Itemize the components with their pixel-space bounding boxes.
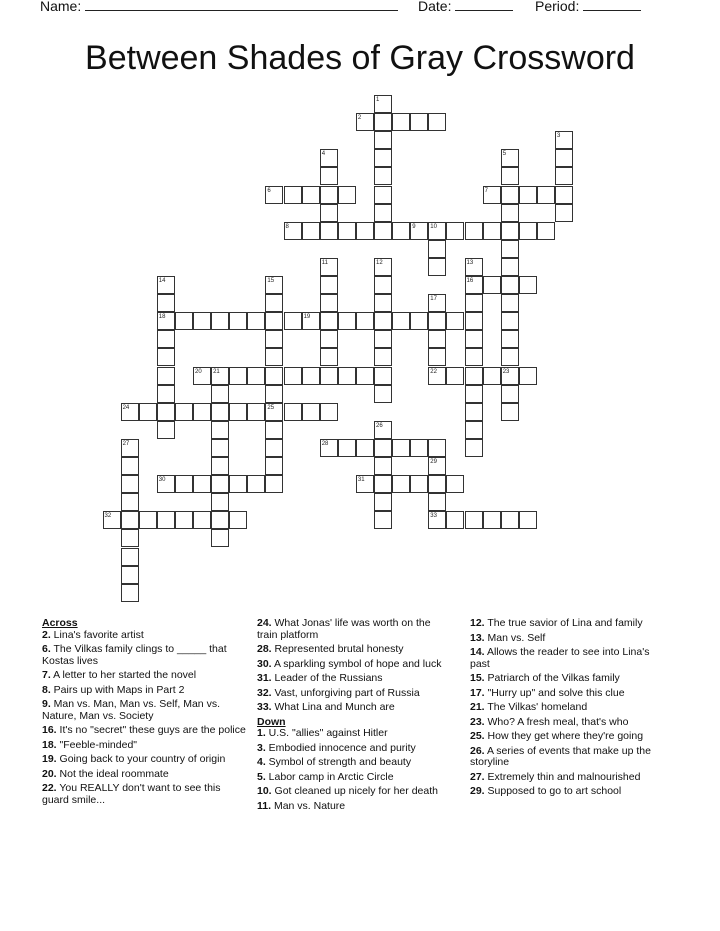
clue-number: 15.: [470, 672, 485, 684]
clue-item: [470, 618, 670, 630]
clue-number: 14.: [470, 646, 485, 658]
clue-text: Represented brutal honesty: [271, 643, 404, 655]
page-title: Between Shades of Gray Crossword: [85, 39, 635, 77]
clue-number-label: 12: [376, 259, 383, 266]
clue-number-label: 6: [267, 187, 271, 194]
clue-number: 18.: [42, 738, 57, 751]
down-clue-list: [257, 728, 452, 812]
across-heading: Across: [42, 617, 78, 629]
clue-number-label: 16: [466, 278, 474, 284]
clue-text: How they get where they're going: [484, 730, 644, 742]
clue-number: 19.: [42, 753, 57, 765]
clue-number: 11.: [257, 799, 272, 812]
clue-item: [470, 786, 670, 798]
clue-number-label: 25: [267, 404, 275, 411]
clue-text: Got cleaned up nicely for her death: [271, 785, 438, 797]
clue-number-label: 14: [158, 278, 166, 284]
clue-number-label: 10: [430, 223, 437, 230]
clue-text: What Lina and Munch are: [271, 701, 395, 713]
clue-text: "Feeble-minded": [56, 738, 138, 751]
clue-text: A sparkling symbol of hope and luck: [271, 657, 442, 670]
clue-item: [257, 644, 452, 656]
clue-item: [257, 786, 452, 798]
clue-text: The Vilkas family clings to _____ that Kostas lives: [42, 643, 227, 667]
clue-number: 27.: [470, 770, 485, 783]
clue-item: [42, 754, 247, 766]
clue-number: 32.: [257, 686, 272, 699]
clue-number-label: 17: [430, 296, 437, 303]
clue-item: [42, 769, 247, 781]
clue-item: [257, 743, 452, 755]
clue-number: 8.: [42, 683, 51, 696]
clue-number: 5.: [257, 770, 266, 783]
clue-text: Extremely thin and malnourished: [484, 770, 641, 783]
clue-text: You REALLY don't want to see this guard smile...: [42, 782, 221, 806]
clue-item: [257, 728, 452, 740]
clue-number-label: 29: [430, 459, 437, 465]
clue-number-label: 13: [466, 259, 474, 266]
clue-number: 2.: [42, 628, 51, 641]
clue-number: 31.: [257, 672, 272, 684]
clue-item: [257, 659, 452, 671]
down-clue-list-continued: [470, 618, 670, 798]
clue-item: [257, 673, 452, 685]
clue-number: 16.: [42, 724, 57, 736]
clue-text: Supposed to go to art school: [484, 785, 622, 797]
clue-item: [257, 757, 452, 769]
clue-text: U.S. "allies" against Hitler: [265, 727, 388, 739]
date-label: Date:: [418, 0, 452, 14]
clue-number: 28.: [257, 643, 272, 655]
clue-number-label: 24: [122, 404, 130, 411]
clue-number-label: 15: [267, 278, 275, 284]
clue-item: [42, 685, 247, 697]
clue-number: 23.: [470, 715, 485, 728]
clues-column-2: [257, 618, 452, 815]
clue-item: [42, 725, 247, 737]
clue-number-label: 26: [376, 422, 383, 429]
clue-text: What Jonas' life was worth on the train platform: [257, 617, 431, 641]
clue-text: Leader of the Russians: [271, 672, 383, 684]
clue-item: [42, 783, 247, 806]
clue-text: Not the ideal roommate: [56, 767, 169, 780]
clue-item: [42, 630, 247, 642]
clue-number-label: 30: [158, 477, 166, 484]
clue-text: Lina's favorite artist: [50, 628, 144, 641]
clue-number-label: 11: [321, 259, 328, 266]
clue-text: Pairs up with Maps in Part 2: [50, 683, 185, 696]
clue-item: [42, 699, 247, 722]
clue-number: 3.: [257, 741, 266, 754]
clue-number: 17.: [470, 686, 485, 699]
clue-number: 25.: [470, 730, 485, 742]
clue-number-label: 19: [303, 314, 311, 321]
clue-text: Patriarch of the Vilkas family: [484, 672, 620, 684]
clue-item: [257, 618, 452, 641]
clue-number-label: 28: [321, 440, 329, 447]
clue-text: The Vilkas' homeland: [484, 701, 588, 713]
clues-column-3: [470, 618, 670, 801]
clue-number-label: 21: [213, 368, 220, 375]
clue-number-label: 18: [158, 314, 166, 321]
clue-text: Allows the reader to see into Lina's past: [470, 646, 650, 670]
clue-number-label: 4: [321, 151, 326, 158]
clue-number-label: 3: [557, 133, 561, 140]
clue-text: It's no "secret" these guys are the police: [56, 724, 246, 736]
clue-text: The true savior of Lina and family: [484, 617, 643, 629]
clue-number: 22.: [42, 782, 57, 794]
clue-number-label: 2: [357, 115, 362, 122]
clue-text: Man vs. Self: [484, 631, 546, 644]
clue-number: 29.: [470, 785, 485, 797]
across-clue-list-continued: [257, 618, 452, 714]
name-label: Name:: [40, 0, 82, 14]
clue-number-label: 31: [357, 477, 365, 484]
clue-number-label: 33: [430, 513, 437, 520]
clue-number: 30.: [257, 657, 272, 670]
clue-number: 26.: [470, 744, 485, 757]
clue-number: 21.: [470, 701, 485, 713]
clue-item: [470, 633, 670, 645]
clue-item: [470, 746, 670, 769]
clue-number-label: 8: [285, 223, 289, 230]
clue-item: [470, 702, 670, 714]
clue-text: Man vs. Nature: [271, 799, 346, 812]
clue-text: Embodied innocence and purity: [265, 741, 416, 754]
clue-item: [470, 717, 670, 729]
clue-item: [257, 801, 452, 813]
clue-number-label: 22: [430, 368, 437, 375]
clue-number-label: 27: [122, 440, 130, 447]
clue-number: 24.: [257, 617, 272, 629]
clue-text: Labor camp in Arctic Circle: [265, 770, 394, 783]
clue-item: [257, 772, 452, 784]
clue-item: [42, 644, 247, 667]
clue-number: 1.: [257, 727, 266, 739]
clue-item: [470, 673, 670, 685]
clue-text: Going back to your country of origin: [56, 753, 226, 765]
clue-text: "Hurry up" and solve this clue: [484, 686, 625, 699]
clue-text: Symbol of strength and beauty: [265, 756, 412, 768]
clue-number: 6.: [42, 643, 51, 655]
clue-number-label: 9: [412, 223, 416, 230]
clue-number: 10.: [257, 785, 272, 797]
clue-item: [42, 740, 247, 752]
clue-item: [257, 688, 452, 700]
clue-number-label: 20: [195, 368, 202, 375]
clue-number-label: 1: [376, 97, 380, 103]
clue-number: 9.: [42, 698, 51, 710]
clue-number: 7.: [42, 669, 51, 681]
clue-text: Vast, unforgiving part of Russia: [271, 686, 420, 699]
clue-text: Man vs. Man, Man vs. Self, Man vs. Nature, Man vs. Society: [42, 698, 220, 722]
period-label: Period:: [535, 0, 580, 14]
clue-item: [470, 731, 670, 743]
clue-number-label: 7: [484, 187, 488, 194]
clue-number: 12.: [470, 617, 485, 629]
clue-number: 13.: [470, 631, 485, 644]
clue-text: A series of events that make up the storyline: [470, 744, 651, 768]
clue-number: 33.: [257, 701, 272, 713]
clue-number: 20.: [42, 767, 57, 780]
clue-item: [470, 772, 670, 784]
clue-text: A letter to her started the novel: [50, 669, 197, 681]
clue-item: [470, 688, 670, 700]
clue-item: [42, 670, 247, 682]
clue-number-label: 23: [502, 368, 510, 375]
clue-number-label: 5: [502, 151, 507, 158]
clue-text: Who? A fresh meal, that's who: [484, 715, 629, 728]
clues-column-1: [42, 618, 247, 809]
clue-number-label: 32: [104, 513, 112, 520]
across-clue-list: [42, 630, 247, 807]
clue-item: [470, 647, 670, 670]
down-heading: Down: [257, 715, 286, 728]
clue-item: [257, 702, 452, 714]
clue-number: 4.: [257, 756, 266, 768]
